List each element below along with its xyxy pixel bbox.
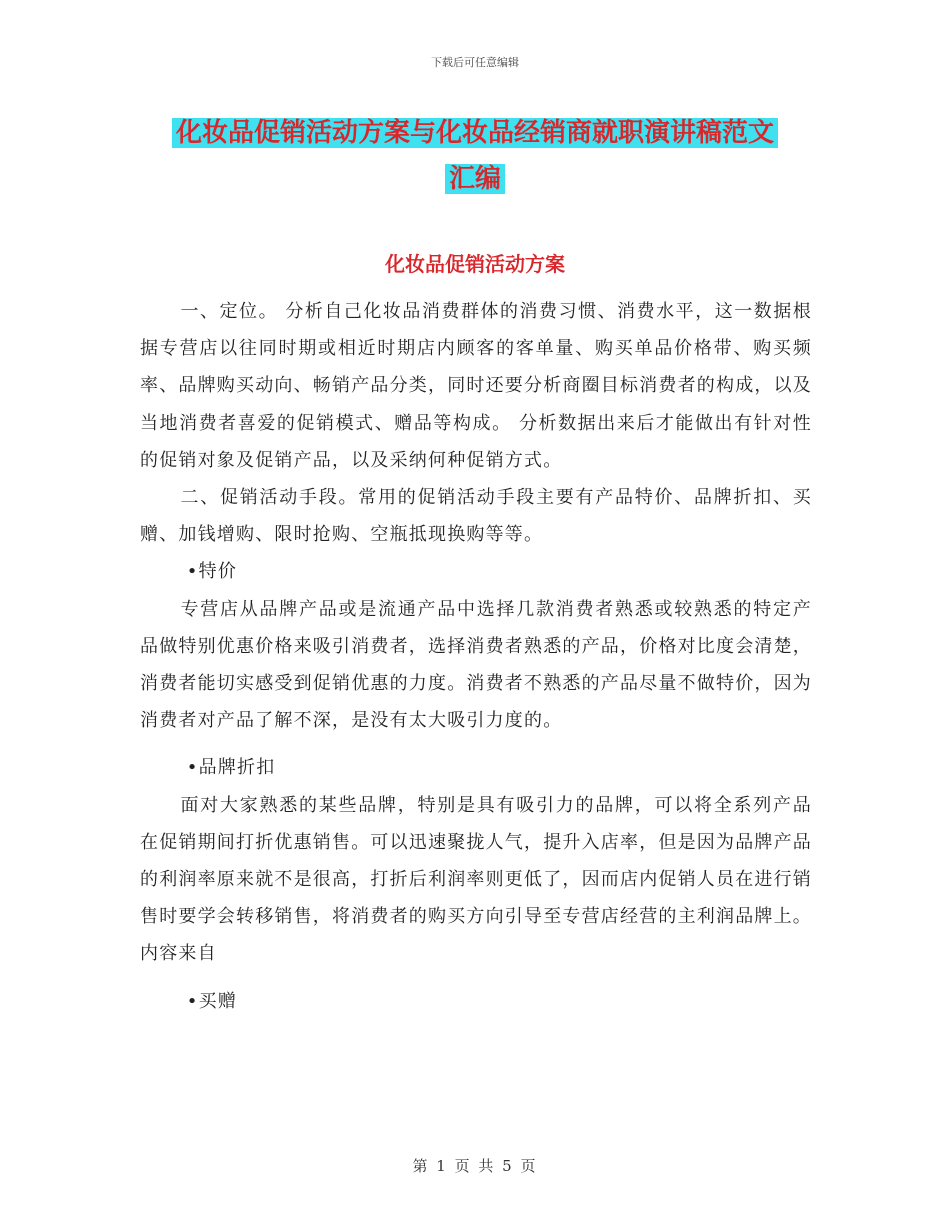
- section-title: 化妆品促销活动方案: [385, 252, 565, 276]
- paragraph-special-price: 专营店从品牌产品或是流通产品中选择几款消费者熟悉或较熟悉的特定产品做特别优惠价格来吸引消费者，选择消费者熟悉的产品，价格对比度会清楚，消费者能切实感受到促销优惠的力度。消费者不熟悉的产品尽量不做特价，因为消费者对产品了解不深，是没有太大吸引力度的。: [140, 598, 812, 732]
- body-text: [140, 293, 812, 1020]
- bullet-buy-gift: •买赠: [186, 990, 238, 1012]
- bullet-special-price: •特价: [186, 561, 238, 583]
- paragraph-promotion-methods: 二、促销活动手段。常用的促销活动手段主要有产品特价、品牌折扣、买赠、加钱增购、限时抢购、空瓶抵现换购等等。: [140, 487, 812, 546]
- document-title: [0, 110, 950, 202]
- paragraph-positioning: 一、定位。 分析自己化妆品消费群体的消费习惯、消费水平，这一数据根据专营店以往同时期或相近时期店内顾客的客单量、购买单品价格带、购买频率、品牌购买动向、畅销产品分类，同时还要分析商圈目标消费者的构成，以及当地消费者喜爱的促销模式、赠品等构成。 分析数据出来后才能做出有针对性的促销对象及促销产品，以及采纳何种促销方式。: [140, 301, 812, 471]
- title-line-1: 化妆品促销活动方案与化妆品经销商就职演讲稿范文: [172, 118, 778, 148]
- title-line-2: 汇编: [445, 164, 505, 194]
- page-footer: 第 1 页 共 5 页: [412, 1157, 538, 1175]
- bullet-brand-discount: •品牌折扣: [186, 757, 276, 779]
- paragraph-brand-discount: 面对大家熟悉的某些品牌，特别是具有吸引力的品牌，可以将全系列产品在促销期间打折优惠销售。可以迅速聚拢人气，提升入店率，但是因为品牌产品的利润率原来就不是很高，打折后利润率则更低了，因而店内促销人员在进行销售时要学会转移销售，将消费者的购买方向引导至专营店经营的主利润品牌上。 内容来自: [140, 794, 812, 965]
- header-note: 下载后可任意编辑: [431, 56, 519, 69]
